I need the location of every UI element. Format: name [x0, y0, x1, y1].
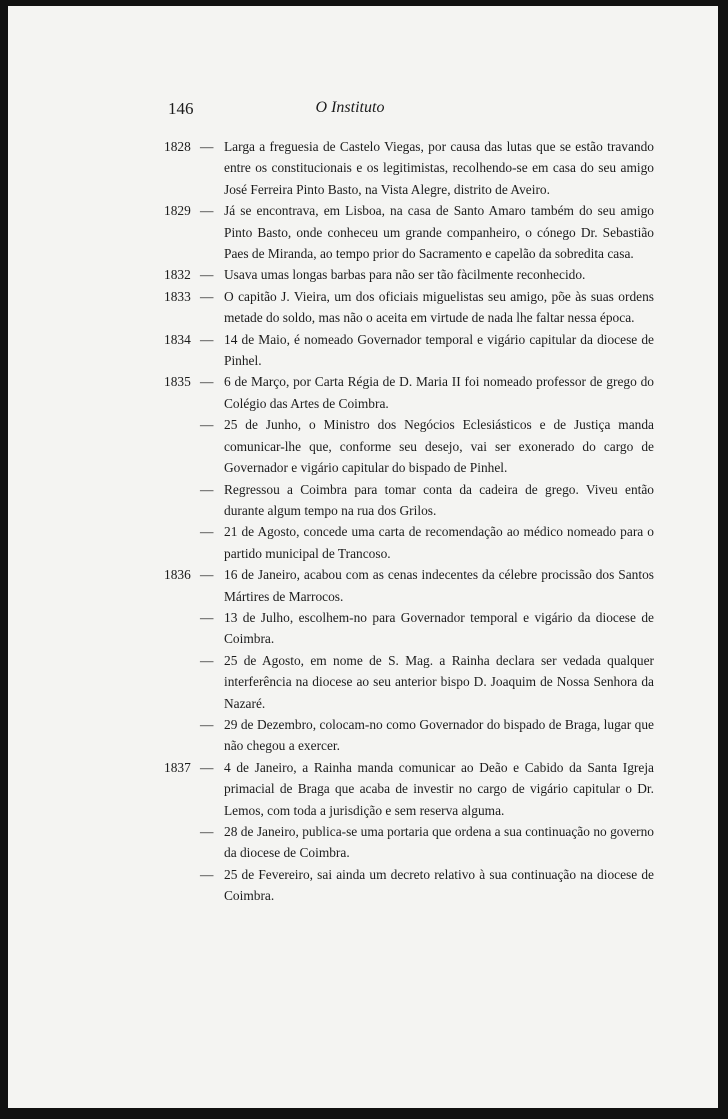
entry-year: 1837: [164, 759, 191, 775]
entry-text: Regressou a Coimbra para tomar conta da cadeira de grego. Viveu então durante algum tempo na rua dos Grilos.: [224, 481, 654, 518]
chronology-entry: [164, 521, 654, 564]
chronology-entry: [164, 564, 654, 607]
entry-dash: —: [200, 139, 214, 154]
entry-dash: —: [200, 481, 214, 497]
entry-dash: —: [200, 524, 214, 540]
entry-text: 13 de Julho, escolhem-no para Governador temporal e vigário da diocese de Coimbra.: [224, 609, 654, 647]
entry-text: Larga a freguesia de Castelo Viegas, por causa das lutas que se estão travando entre os constitucionais e os legitimistas, recolhendo-se em casa do seu amigo José Ferreira Pinto Basto, na Vista Alegre, distrito de Aveiro.: [224, 139, 654, 197]
entry-text: 25 de Junho, o Ministro dos Negócios Eclesiásticos e de Justiça manda comunicar-lhe que, conforme seu desejo, vai ser exonerado do cargo de Governador e vigário capitular do bispado de Pinhel.: [224, 417, 654, 476]
chronology-entry: [164, 757, 654, 821]
chronology-entry: [164, 286, 654, 329]
entry-dash: —: [200, 567, 214, 583]
entry-text: Usava umas longas barbas para não ser tão fàcilmente reconhecido.: [224, 267, 586, 283]
entry-dash: —: [200, 609, 214, 625]
entry-dash: —: [200, 759, 214, 775]
entry-dash: —: [200, 716, 214, 732]
entry-text: 6 de Março, por Carta Régia de D. Maria II foi nomeado professor de grego do Colégio das Artes de Coimbra.: [224, 374, 654, 411]
entry-text: 14 de Maio, é nomeado Governador temporal e vigário capitular da diocese de Pinhel.: [224, 331, 654, 369]
chronology-list: [164, 136, 654, 907]
entry-dash: —: [200, 866, 214, 882]
entry-year: 1828: [164, 139, 191, 154]
chronology-entry: [164, 864, 654, 907]
entry-text: 4 de Janeiro, a Rainha manda comunicar ao Deão e Cabido da Santa Igreja primacial de Braga que acaba de investir no cargo de vigário capitular o Dr. Lemos, com toda a jurisdição e sem reserva alguma.: [224, 759, 654, 818]
entry-dash: —: [200, 652, 214, 668]
page-number: 146: [168, 99, 194, 118]
entry-text: 29 de Dezembro, colocam-no como Governador do bispado de Braga, lugar que não chegou a exercer.: [224, 716, 654, 754]
entry-year: 1832: [164, 267, 191, 283]
entry-text: 21 de Agosto, concede uma carta de recomendação ao médico nomeado para o partido municipal de Trancoso.: [224, 524, 654, 561]
chronology-entry: [164, 371, 654, 414]
chronology-entry: [164, 821, 654, 864]
chronology-entry: [164, 136, 654, 200]
page-header: [160, 94, 540, 124]
entry-text: 25 de Agosto, em nome de S. Mag. a Rainha declara ser vedada qualquer interferência na diocese ao seu anterior bispo D. Joaquim de Nossa Senhora da Nazaré.: [224, 652, 654, 711]
document-page: [8, 6, 718, 1108]
entry-dash: —: [200, 267, 214, 283]
chronology-entry: [164, 650, 654, 714]
chronology-entry: [164, 329, 654, 372]
entry-text: Já se encontrava, em Lisboa, na casa de Santo Amaro também do seu amigo Pinto Basto, onde conheceu um grande companheiro, o cónego Dr. Sebastião Paes de Miranda, ao tempo prior do Sacramento e capelão da sobredita casa.: [224, 203, 654, 262]
chronology-entry: [164, 200, 654, 264]
running-title: O Instituto: [315, 99, 385, 116]
entry-dash: —: [200, 417, 214, 433]
entry-text: 25 de Fevereiro, sai ainda um decreto relativo à sua continuação na diocese de Coimbra.: [224, 866, 654, 904]
entry-year: 1836: [164, 567, 191, 583]
entry-text: 28 de Janeiro, publica-se uma portaria que ordena a sua continuação no governo da diocese de Coimbra.: [224, 824, 654, 861]
entry-text: O capitão J. Vieira, um dos oficiais miguelistas seu amigo, põe às suas ordens metade do soldo, mas não o aceita em virtude de nada lhe faltar nessa época.: [224, 288, 654, 326]
chronology-entry: [164, 607, 654, 650]
chronology-entry: [164, 714, 654, 757]
entry-dash: —: [200, 203, 214, 219]
entry-dash: —: [200, 288, 214, 304]
entry-dash: —: [200, 374, 214, 390]
entry-dash: —: [200, 824, 214, 839]
entry-year: 1835: [164, 374, 191, 390]
chronology-entry: [164, 264, 654, 285]
entry-year: 1829: [164, 203, 191, 219]
chronology-entry: [164, 414, 654, 478]
chronology-entry: [164, 479, 654, 522]
entry-text: 16 de Janeiro, acabou com as cenas indecentes da célebre procissão dos Santos Mártires de Marrocos.: [224, 567, 654, 604]
entry-dash: —: [200, 331, 214, 347]
entry-year: 1834: [164, 331, 191, 347]
entry-year: 1833: [164, 288, 191, 304]
